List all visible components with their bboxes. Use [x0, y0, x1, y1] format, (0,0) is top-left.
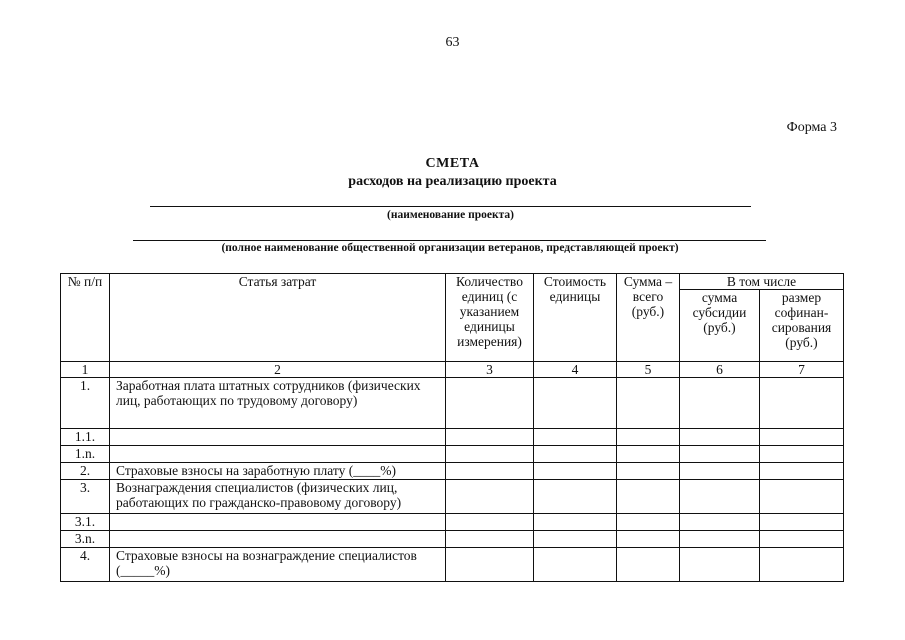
quantity-cell[interactable]: [446, 446, 534, 463]
header-subsidy: сумма субсидии (руб.): [680, 290, 760, 362]
table-row: [61, 514, 844, 531]
table-row: [61, 463, 844, 480]
cofinancing-cell[interactable]: [760, 531, 844, 548]
total-cell[interactable]: [617, 429, 680, 446]
row-number: 3.: [61, 480, 110, 514]
row-number: 2.: [61, 463, 110, 480]
total-cell[interactable]: [617, 548, 680, 582]
row-number: 1.: [61, 378, 110, 429]
unit-cost-cell[interactable]: [534, 429, 617, 446]
cofinancing-cell[interactable]: [760, 514, 844, 531]
quantity-cell[interactable]: [446, 531, 534, 548]
column-number: 5: [617, 362, 680, 378]
table-header-row: [61, 274, 844, 290]
subsidy-cell[interactable]: [680, 548, 760, 582]
total-cell[interactable]: [617, 514, 680, 531]
subsidy-cell[interactable]: [680, 514, 760, 531]
column-number: 7: [760, 362, 844, 378]
cofinancing-cell[interactable]: [760, 480, 844, 514]
unit-cost-cell[interactable]: [534, 531, 617, 548]
unit-cost-cell[interactable]: [534, 463, 617, 480]
organization-name-caption: (полное наименование общественной организации ветеранов, представляющей проект): [221, 242, 679, 254]
total-cell[interactable]: [617, 480, 680, 514]
unit-cost-cell[interactable]: [534, 514, 617, 531]
form-label: Форма 3: [786, 120, 837, 135]
row-number: 1.1.: [61, 429, 110, 446]
unit-cost-cell[interactable]: [534, 446, 617, 463]
row-article[interactable]: [110, 531, 446, 548]
header-cofinancing: размер софинан- сирования (руб.): [760, 290, 844, 362]
total-cell[interactable]: [617, 531, 680, 548]
cofinancing-cell[interactable]: [760, 548, 844, 582]
subsidy-cell[interactable]: [680, 446, 760, 463]
total-cell[interactable]: [617, 446, 680, 463]
table-row: [61, 378, 844, 429]
column-number: 3: [446, 362, 534, 378]
subsidy-cell[interactable]: [680, 463, 760, 480]
table-row: [61, 531, 844, 548]
row-article: Вознаграждения специалистов (физических лиц, работающих по гражданско-правовому договору): [110, 480, 446, 514]
quantity-cell[interactable]: [446, 429, 534, 446]
row-number: 4.: [61, 548, 110, 582]
header-article: Статья затрат: [110, 274, 446, 362]
row-article[interactable]: [110, 446, 446, 463]
row-article: Страховые взносы на заработную плату (____%): [110, 463, 446, 480]
row-number: 3.1.: [61, 514, 110, 531]
cofinancing-cell[interactable]: [760, 463, 844, 480]
quantity-cell[interactable]: [446, 480, 534, 514]
quantity-cell[interactable]: [446, 548, 534, 582]
cofinancing-cell[interactable]: [760, 378, 844, 429]
header-unit-cost: Стоимость единицы: [534, 274, 617, 362]
row-article[interactable]: [110, 514, 446, 531]
total-cell[interactable]: [617, 378, 680, 429]
subsidy-cell[interactable]: [680, 531, 760, 548]
project-name-line[interactable]: [150, 206, 751, 207]
page-number: 63: [445, 35, 460, 50]
header-num: № п/п: [61, 274, 110, 362]
table-row: [61, 429, 844, 446]
unit-cost-cell[interactable]: [534, 480, 617, 514]
quantity-cell[interactable]: [446, 378, 534, 429]
row-number: 1.n.: [61, 446, 110, 463]
header-total: Сумма – всего (руб.): [617, 274, 680, 362]
row-article[interactable]: [110, 429, 446, 446]
header-including: В том числе: [680, 274, 844, 290]
column-number: 2: [110, 362, 446, 378]
document-subtitle: расходов на реализацию проекта: [348, 174, 557, 189]
unit-cost-cell[interactable]: [534, 548, 617, 582]
cofinancing-cell[interactable]: [760, 429, 844, 446]
cofinancing-cell[interactable]: [760, 446, 844, 463]
table-row: [61, 480, 844, 514]
table-row: [61, 446, 844, 463]
cost-estimate-table: [60, 273, 844, 582]
column-number-row: [61, 362, 844, 378]
subsidy-cell[interactable]: [680, 378, 760, 429]
document-title: СМЕТА: [425, 156, 480, 171]
column-number: 4: [534, 362, 617, 378]
header-quantity: Количество единиц (с указанием единицы измерения): [446, 274, 534, 362]
unit-cost-cell[interactable]: [534, 378, 617, 429]
row-number: 3.n.: [61, 531, 110, 548]
organization-name-line[interactable]: [133, 240, 766, 241]
project-name-caption: (наименование проекта): [387, 209, 514, 221]
column-number: 1: [61, 362, 110, 378]
subsidy-cell[interactable]: [680, 480, 760, 514]
quantity-cell[interactable]: [446, 514, 534, 531]
row-article: Заработная плата штатных сотрудников (физических лиц, работающих по трудовому договору): [110, 378, 446, 429]
row-article: Страховые взносы на вознаграждение специалистов (_____%): [110, 548, 446, 582]
column-number: 6: [680, 362, 760, 378]
quantity-cell[interactable]: [446, 463, 534, 480]
table-row: [61, 548, 844, 582]
subsidy-cell[interactable]: [680, 429, 760, 446]
total-cell[interactable]: [617, 463, 680, 480]
